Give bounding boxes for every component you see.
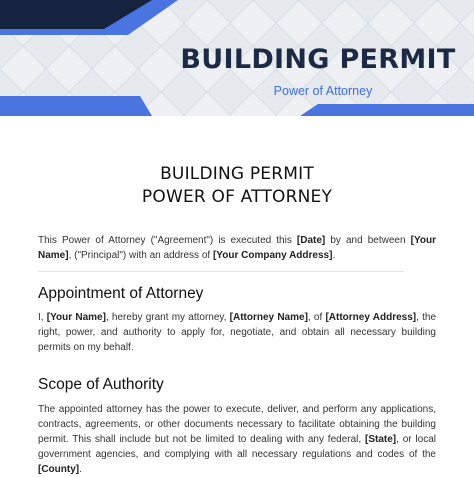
scope-heading: Scope of Authority xyxy=(38,376,164,393)
header-banner xyxy=(0,0,474,116)
intro-text-4: . xyxy=(332,250,336,261)
appointment-paragraph xyxy=(38,310,436,355)
attorney-name-placeholder: [Attorney Name] xyxy=(229,312,308,323)
county-placeholder: [County] xyxy=(38,464,80,475)
appointment-heading: Appointment of Attorney xyxy=(38,285,204,302)
scope-text-2: , or local government agencies, and complying with all necessary regulations and codes of the xyxy=(38,434,437,460)
company-address-placeholder: [Your Company Address] xyxy=(212,250,333,261)
banner-subtitle: Power of Attorney xyxy=(273,84,373,98)
intro-text-2: by and between xyxy=(325,235,411,246)
attorney-address-placeholder: [Attorney Address] xyxy=(325,312,417,323)
scope-text-1: The appointed attorney has the power to execute, deliver, and perform any applications, contracts, agreements, or other documents necessary to facilitate obtaining the building permit. This shall include but not be limited to dealing with any federal, xyxy=(38,404,436,445)
banner-title: BUILDING PERMIT xyxy=(180,44,456,75)
intro-paragraph xyxy=(38,233,436,263)
bottom-blue-shape xyxy=(0,96,152,116)
document-title-line-2: POWER OF ATTORNEY xyxy=(141,187,333,207)
intro-text-3: , ("Principal") with an address of xyxy=(68,250,213,261)
date-placeholder: [Date] xyxy=(296,235,326,246)
scope-text-3: . xyxy=(79,464,82,475)
appointment-text-2: , hereby grant my attorney, xyxy=(105,312,230,323)
bottom-right-blue-shape xyxy=(300,104,474,116)
scope-paragraph xyxy=(38,402,436,477)
your-name-placeholder: [Your Name] xyxy=(38,235,436,261)
appointment-text-1: I, xyxy=(38,312,47,323)
your-name-placeholder: [Your Name] xyxy=(46,312,106,323)
section-divider xyxy=(38,271,404,272)
state-placeholder: [State] xyxy=(364,434,397,445)
appointment-text-3: , of xyxy=(307,312,326,323)
appointment-text-4: , the right, power, and authority to apply for, negotiate, and obtain all necessary building permits on my behalf. xyxy=(38,312,437,353)
document-title-line-1: BUILDING PERMIT xyxy=(160,164,314,184)
intro-text-1: This Power of Attorney ("Agreement") is executed this xyxy=(38,235,297,246)
